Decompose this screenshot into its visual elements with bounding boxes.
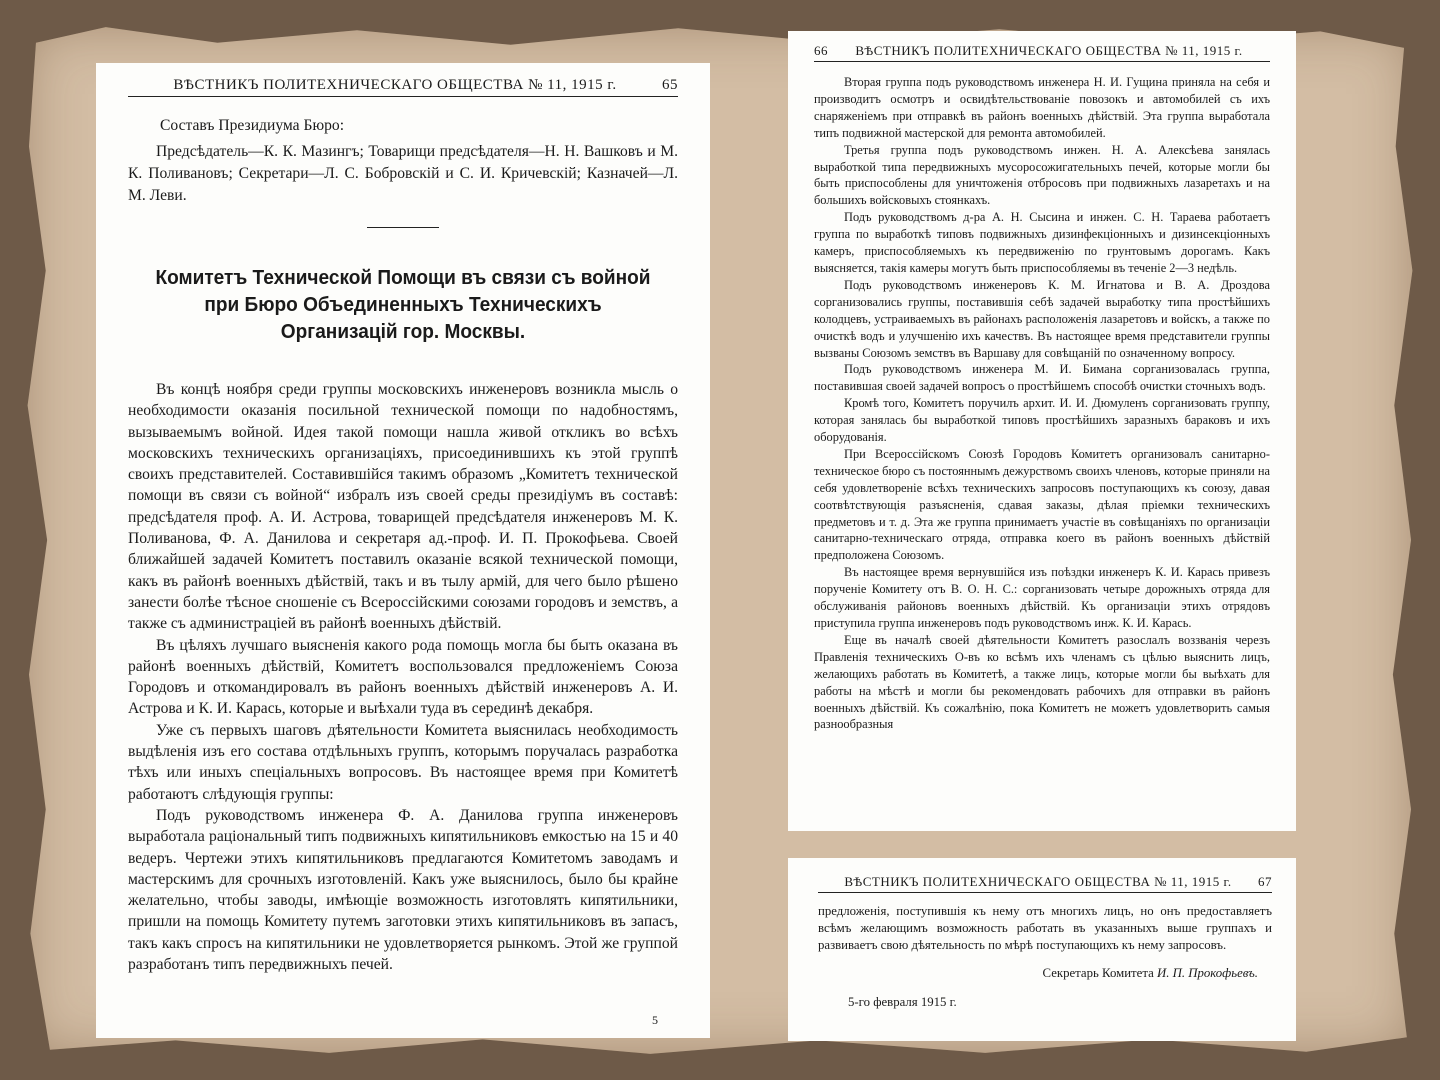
date-line: 5-го февраля 1915 г. (848, 995, 957, 1009)
paragraph: Третья группа подъ руководствомъ инжен. Н. А. Алексѣева занялась выработкой типа передвижныхъ мусоросожигательныхъ печей, которые могли бы быть приспособлены для уничтоженія отбросовъ при подвижныхъ лазаретахъ и на большихъ войсковыхъ стоянкахъ. (814, 142, 1270, 208)
page-header (128, 77, 678, 97)
page-number: 66 (814, 43, 828, 58)
journal-title: ВѢСТНИКЪ ПОЛИТЕХНИЧЕСКАГО ОБЩЕСТВА № 11, 1915 г. (855, 43, 1243, 58)
paragraph: предложенія, поступившія къ нему отъ многихъ лицъ, но онъ предоставляетъ всѣмъ желающимъ возможность работать въ указанныхъ выше группахъ и развиваетъ свою дѣятельность по мѣрѣ поступающихъ къ нему запросовъ. (818, 904, 1272, 952)
paragraph: Въ цѣляхъ лучшаго выясненія какого рода помощь могла бы быть оказана въ районѣ военныхъ дѣйствій, Комитетъ воспользовался предложеніемъ Союза Городовъ и откомандировалъ въ районъ военныхъ дѣйствій инженеровъ А. И. Астрова и К. И. Карась, которые и выѣхали туда въ серединѣ декабря. (128, 636, 678, 718)
article-body (818, 903, 1272, 954)
signature-line (818, 966, 1258, 981)
journal-page-67 (788, 858, 1296, 1041)
journal-page-66 (788, 31, 1296, 831)
paragraph: Еще въ началѣ своей дѣятельности Комитетъ разослалъ воззванія черезъ Правленія техническихъ О-въ ко всѣмъ ихъ членамъ съ цѣлью выяснить лицъ, желающихъ работать въ Комитетѣ, а также лицъ, которые могли бы выѣхать для работы на мѣстѣ и могли бы рекомендовать рабочихъ для отправки въ районъ военныхъ дѣйствій. Къ сожалѣнію, пока Комитетъ не можетъ удовлетворить самыя разнообразныя (814, 632, 1270, 732)
article-body (128, 379, 678, 975)
signature-folio: 5 (652, 1013, 658, 1027)
page-number: 67 (1258, 874, 1272, 889)
paragraph: Уже съ первыхъ шаговъ дѣятельности Комитета выяснилась необходимость выдѣленія изъ его состава отдѣльныхъ группъ, которымъ поручалась разработка тѣхъ или иныхъ спеціальныхъ вопросовъ. Въ настоящее время при Комитетѣ работаютъ слѣдующія группы: (128, 721, 678, 803)
article-heading: Комитетъ Технической Помощи въ связи съ войной при Бюро Объединенныхъ Техническихъ Организацій гор. Москвы. (155, 266, 651, 343)
presidium-members: Предсѣдатель—К. К. Мазингъ; Товарищи предсѣдателя—Н. Н. Вашковъ и М. К. Поливановъ; Секретари—Л. С. Бобровскій и С. И. Кричевскій; Казначей—Л. М. Леви. (128, 143, 678, 204)
article-body (814, 74, 1270, 733)
paragraph: Подъ руководствомъ инженеровъ К. М. Игнатова и В. А. Дроздова сорганизовались группы, поставившія себѣ задачей выработку типа простѣйшихъ колодцевъ, устраиваемыхъ въ районахъ расположенія лазаретовъ и войскъ, а также по очисткѣ водъ и улучшенію ихъ качествъ. Въ настоящее время представители группы вызваны Союзомъ земствъ въ Варшаву для совѣщаній по означенному вопросу. (814, 277, 1270, 360)
paragraph: При Всероссійскомъ Союзѣ Городовъ Комитетъ организовалъ санитарно-техническое бюро съ постояннымъ дежурствомъ своихъ членовъ, которые приняли на себя удовлетвореніе всѣхъ техническихъ запросовъ поступающихъ къ союзу, давая соотвѣтствующія разъясненія, сдавая заказы, дѣлая пріемки техническихъ предметовъ и т. д. Эта же группа принимаетъ участіе въ совѣщаніяхъ по организаціи санитарно-техническаго отряда, отправка коего въ районъ военныхъ дѣйствій предположена Союзомъ. (814, 446, 1270, 563)
journal-page-65 (96, 63, 710, 1038)
journal-title: ВѢСТНИКЪ ПОЛИТЕХНИЧЕСКАГО ОБЩЕСТВА № 11, 1915 г. (844, 874, 1232, 889)
paragraph: Въ концѣ ноября среди группы московскихъ инженеровъ возникла мысль о необходимости оказанія посильной технической помощи по надобностямъ, вызываемымъ войной. Идея такой помощи нашла живой откликъ во всѣхъ московскихъ техническихъ организаціяхъ, присоединившихъ къ этой группѣ своихъ представителей. Составившійся такимъ образомъ „Комитетъ технической помощи въ связи съ войной“ избралъ изъ своей среды президіумъ въ составѣ: предсѣдателя проф. А. И. Астрова, товарищей предсѣдателя инженеровъ М. К. Поливанова, Ф. А. Данилова и секретаря ад.-проф. И. П. Прокофьева. Своей ближайшей задачей Комитетъ поставилъ оказаніе всякой технической помощи, какъ въ районѣ военныхъ дѣйствій, такъ и въ тылу армій, для чего было рѣшено занести болѣе тѣсное сношеніе съ Всероссійскими союзами городовъ и земствъ, а также съ администраціей въ районѣ военныхъ дѣйствій. (128, 381, 678, 633)
paragraph: Подъ руководствомъ инженера Ф. А. Данилова группа инженеровъ выработала раціональный типъ подвижныхъ кипятильниковъ емкостью на 15 и 40 ведеръ. Чертежи этихъ кипятильниковъ предлагаются Комитетомъ заводамъ и мастерскимъ для срочныхъ изготовленій. Какъ уже выяснилось, было бы крайне желательно, чтобы заводы, имѣющіе возможность изготовлять кипятильники, пришли на помощь Комитету путемъ заготовки этихъ кипятильниковъ въ запасъ, такъ какъ спросъ на кипятильники не удовлетворяется рынкомъ. Этой же группой разработанъ типъ передвижныхъ печей. (128, 806, 678, 974)
page-number: 65 (662, 77, 678, 93)
paragraph: Подъ руководствомъ д-ра А. Н. Сысина и инжен. С. Н. Тараева работаетъ группа по выработкѣ типовъ подвижныхъ дизинфекціонныхъ и дизинсекціонныхъ камеръ, приспособляемыхъ къ передвиженію по грунтовымъ дорогамъ. Какъ выясняется, такія камеры могутъ быть приспособляемы въ теченіе 2—3 недѣль. (814, 210, 1270, 275)
paragraph: Вторая группа подъ руководствомъ инженера Н. И. Гущина приняла на себя и производитъ осмотръ и освидѣтельствованіе повозокъ и автомобилей съ ихъ снаряженіемъ при отправкѣ въ районъ военныхъ дѣйствій. Эта группа выработала типъ подвижной мастерской для ремонта автомобилей. (814, 75, 1270, 140)
signature-name: И. П. Прокофьевъ. (1156, 966, 1258, 980)
paragraph: Подъ руководствомъ инженера М. И. Бимана сорганизовалась группа, поставившая своей задачей вопросъ о простѣйшемъ способѣ очистки сточныхъ водъ. (814, 362, 1270, 394)
presidium-intro: Составъ Президиума Бюро: (160, 117, 345, 134)
section-divider (367, 227, 439, 228)
signature-title: Секретарь Комитета (1042, 966, 1154, 980)
page-header (818, 874, 1272, 893)
paragraph: Кромѣ того, Комитетъ поручилъ архит. И. И. Дюмуленъ сорганизовать группу, которая занялась бы выработкой типовъ простѣйшихъ заразныхъ бараковъ и ихъ оборудованія. (814, 396, 1270, 445)
presidium-section (128, 115, 678, 207)
paragraph: Въ настоящее время вернувшійся изъ поѣздки инженеръ К. И. Карась привезъ порученіе Комитету отъ В. О. Н. С.: сорганизовать четыре дорожныхъ отряда для обслуживанія районовъ военныхъ дѣйствій. Къ организаціи этихъ отрядовъ приступила группа инженеровъ подъ руководствомъ инж. К. И. Карась. (814, 565, 1270, 630)
journal-title: ВѢСТНИКЪ ПОЛИТЕХНИЧЕСКАГО ОБЩЕСТВА № 11, 1915 г. (173, 77, 617, 93)
page-header (814, 43, 1270, 62)
